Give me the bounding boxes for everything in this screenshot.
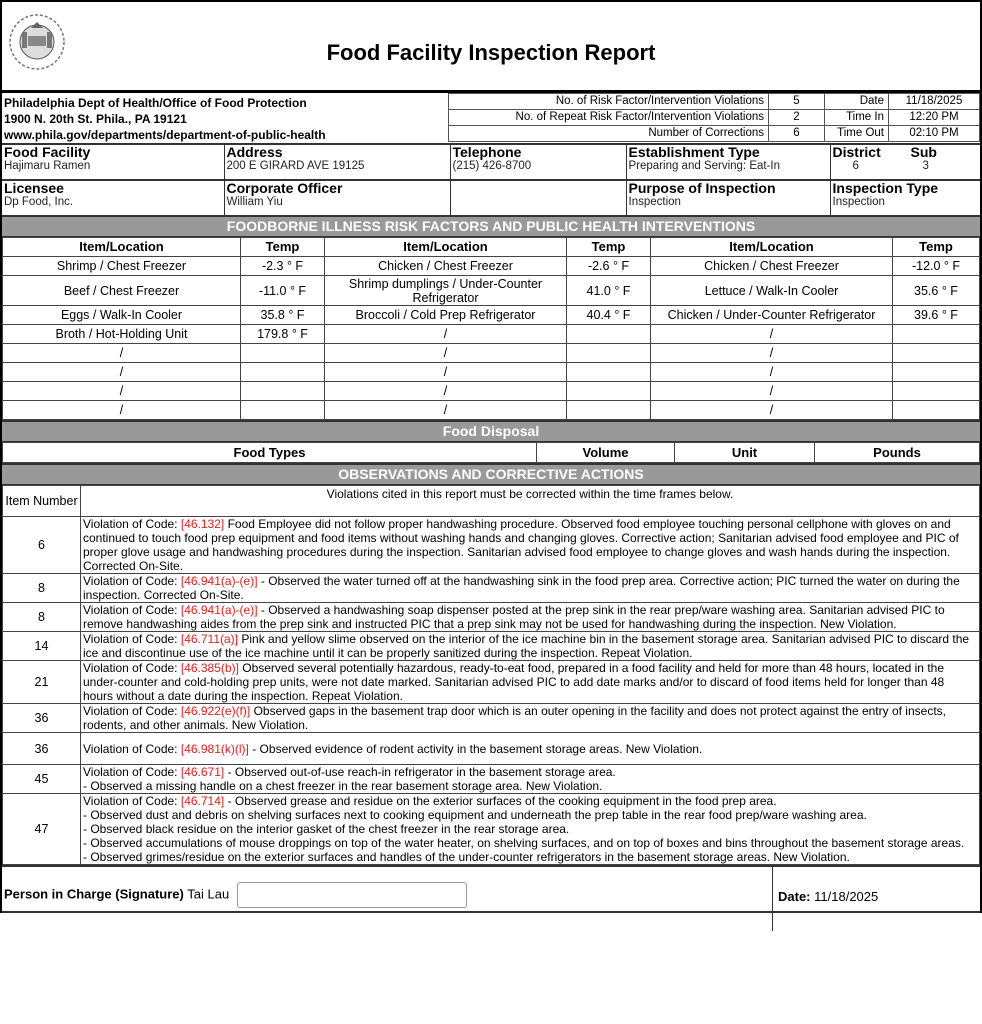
col-food-types: Food Types [3, 443, 537, 463]
department-info [2, 93, 448, 144]
food-disposal-header-row [3, 443, 980, 463]
item-number: 21 [3, 661, 81, 704]
temp-cell: -11.0 ° F [241, 276, 325, 306]
temp-cell: 35.8 ° F [241, 306, 325, 325]
item-location-cell: / [3, 344, 241, 363]
violation-prefix: Violation of Code: [83, 794, 181, 808]
col-temp: Temp [567, 238, 651, 257]
signature-input[interactable] [237, 882, 467, 908]
temperature-header-row [3, 238, 980, 257]
corporate-officer-value: William Yiu [226, 196, 283, 208]
violation-description: - Observed out-of-use reach-in refrigerator in the basement storage area. - Observed a missing handle on a chest freezer in the rear basement storage area. New Violation. [83, 765, 616, 793]
violation-prefix: Violation of Code: [83, 765, 181, 779]
summary-label: Date [825, 94, 889, 110]
temp-cell [893, 325, 980, 344]
signature-section [2, 865, 980, 913]
violation-code: [46.714] [180, 794, 225, 808]
temperature-row [3, 306, 980, 325]
temp-cell: -12.0 ° F [893, 257, 980, 276]
establishment-type-label: Establishment Type [628, 144, 760, 160]
food-disposal-heading: Food Disposal [2, 420, 980, 442]
violation-prefix: Violation of Code: [83, 661, 181, 675]
temp-cell [893, 382, 980, 401]
violation-description: Observed gaps in the basement trap door which is an outer opening in the facility and does not protect against the entry of insects, rodents, and other animals. New Violation. [83, 704, 946, 732]
summary-value: 5 [769, 94, 825, 110]
report-header [2, 0, 980, 93]
department-name: Philadelphia Dept of Health/Office of Food Protection [4, 96, 307, 110]
item-location-cell: Lettuce / Walk-In Cooler [651, 276, 893, 306]
licensee-label: Licensee [4, 180, 64, 196]
observation-row [3, 574, 980, 603]
temperature-row [3, 401, 980, 420]
violation-code: [46.132] [180, 517, 225, 531]
department-address: 1900 N. 20th St. Phila., PA 19121 [4, 112, 187, 126]
summary-value: 6 [769, 126, 825, 142]
item-location-cell: / [651, 401, 893, 420]
violation-prefix: Violation of Code: [83, 517, 181, 531]
temperature-row [3, 325, 980, 344]
temp-cell [567, 401, 651, 420]
temperature-row [3, 363, 980, 382]
licensee-value: Dp Food, Inc. [4, 196, 74, 208]
observation-row [3, 733, 980, 765]
item-number: 8 [3, 603, 81, 632]
observation-text [81, 765, 980, 794]
item-location-cell: Broth / Hot-Holding Unit [3, 325, 241, 344]
person-in-charge-name: Tai Lau [187, 886, 230, 902]
purpose-label: Purpose of Inspection [628, 180, 776, 196]
item-location-cell: / [325, 325, 567, 344]
item-location-cell: / [651, 382, 893, 401]
temperature-row [3, 276, 980, 306]
observation-row [3, 704, 980, 733]
summary-table [448, 93, 980, 142]
department-summary [2, 93, 980, 145]
violation-description: Food Employee did not follow proper handwashing procedure. Observed food employee touching personal cellphone with gloves on and continued to touch food prep equipment and food items without washing hands and changing gloves. Corrective action; Sanitarian advised food employee and PIC of proper glove usage and handwashing procedures during the inspection. Sanitarian advised food employee to change gloves and wash hands during the inspection. Corrected On-Site. [83, 517, 959, 573]
item-location-cell: / [325, 401, 567, 420]
violation-prefix: Violation of Code: [83, 574, 181, 588]
facility-info [2, 145, 980, 215]
temp-cell [241, 344, 325, 363]
summary-label: Number of Corrections [449, 126, 769, 142]
item-location-cell: / [651, 344, 893, 363]
item-location-cell: / [651, 325, 893, 344]
item-number: 36 [3, 733, 81, 765]
item-number: 47 [3, 794, 81, 865]
summary-row [449, 110, 980, 126]
summary-label: No. of Repeat Risk Factor/Intervention Violations [449, 110, 769, 126]
temp-cell: 35.6 ° F [893, 276, 980, 306]
temp-cell [893, 401, 980, 420]
purpose-value: Inspection [628, 196, 681, 208]
item-location-cell: / [3, 401, 241, 420]
inspection-type-value: Inspection [832, 196, 885, 208]
temp-cell [893, 344, 980, 363]
item-number: 14 [3, 632, 81, 661]
temp-cell: -2.6 ° F [567, 257, 651, 276]
violation-prefix: Violation of Code: [83, 632, 181, 646]
item-number: 6 [3, 517, 81, 574]
temp-cell [893, 363, 980, 382]
department-website: www.phila.gov/departments/department-of-public-health [4, 128, 326, 142]
observation-text [81, 733, 980, 765]
observation-text [81, 574, 980, 603]
item-location-cell: Shrimp dumplings / Under-Counter Refrigerator [325, 276, 567, 306]
item-location-cell: / [325, 344, 567, 363]
temp-cell [241, 382, 325, 401]
telephone-label: Telephone [452, 144, 522, 160]
page-title: Food Facility Inspection Report [326, 40, 656, 65]
summary-label: Time In [825, 110, 889, 126]
item-location-cell: Chicken / Chest Freezer [325, 257, 567, 276]
food-facility-label: Food Facility [4, 144, 91, 160]
violation-description: Observed several potentially hazardous, ready-to-eat food, prepared in a food facility and held for more than 48 hours, located in the under-counter and cold-holding prep units, were not date marked. Sanitarian advised PIC to add date marks and/or to discard of food items held for longer than 48 hours without a date during the inspection. Repeat Violation. [83, 661, 945, 703]
violation-code: [46.711(a)] [180, 632, 239, 646]
observation-text [81, 704, 980, 733]
violation-description: Pink and yellow slime observed on the interior of the ice machine bin in the basement storage area. Sanitarian advised PIC to discard the ice and discontinue use of the ice machine until it can be properly sanitized during the inspection. Repeat Violation. [83, 632, 970, 660]
item-location-cell: / [651, 363, 893, 382]
temp-cell [241, 401, 325, 420]
district-value: 6 [852, 160, 859, 172]
violation-prefix: Violation of Code: [83, 603, 181, 617]
violation-code: [46.922(e)(f)] [180, 704, 251, 718]
signature-divider [772, 867, 773, 931]
item-location-cell: Beef / Chest Freezer [3, 276, 241, 306]
violation-description: - Observed a handwashing soap dispenser posted at the prep sink in the rear prep/ware washing area. Sanitarian advised PIC to remove handwashing aides from the prep sink and instructed PIC that a prep sink may not be used for handwashing during the inspection. New Violation. [83, 603, 945, 631]
temp-cell: 41.0 ° F [567, 276, 651, 306]
observation-row [3, 632, 980, 661]
violation-code: [46.671] [180, 765, 225, 779]
inspection-type-label: Inspection Type [832, 180, 939, 196]
col-volume: Volume [537, 443, 675, 463]
summary-value: 11/18/2025 [889, 94, 980, 110]
col-pounds: Pounds [815, 443, 980, 463]
corporate-officer-label: Corporate Officer [226, 180, 343, 196]
observation-text [81, 603, 980, 632]
observations-header-row [3, 486, 980, 517]
violation-description: - Observed the water turned off at the handwashing sink in the food prep area. Corrective action; PIC turned the water on during the inspection. Corrected On-Site. [83, 574, 960, 602]
temp-cell: 179.8 ° F [241, 325, 325, 344]
telephone-value: (215) 426-8700 [452, 160, 532, 172]
temp-cell: -2.3 ° F [241, 257, 325, 276]
summary-value: 2 [769, 110, 825, 126]
observation-row [3, 603, 980, 632]
col-unit: Unit [675, 443, 815, 463]
observation-row [3, 517, 980, 574]
temp-cell [567, 363, 651, 382]
person-in-charge-label: Person in Charge (Signature) [4, 886, 184, 902]
temperature-table [2, 237, 980, 420]
signature-date-label: Date: [778, 889, 811, 904]
observation-text [81, 517, 980, 574]
item-location-cell: / [3, 382, 241, 401]
food-disposal-table [2, 442, 980, 463]
summary-row [449, 94, 980, 110]
col-item-location: Item/Location [3, 238, 241, 257]
temp-cell [567, 382, 651, 401]
item-location-cell: Shrimp / Chest Freezer [3, 257, 241, 276]
observation-text [81, 661, 980, 704]
temp-cell [567, 325, 651, 344]
violation-code: [46.981(k)(l)] [180, 741, 249, 756]
violation-prefix: Violation of Code: [83, 741, 181, 756]
temperature-row [3, 382, 980, 401]
observation-text [81, 632, 980, 661]
summary-label: Time Out [825, 126, 889, 142]
risk-factors-heading: FOODBORNE ILLNESS RISK FACTORS AND PUBLIC HEALTH INTERVENTIONS [2, 215, 980, 237]
summary-value: 12:20 PM [889, 110, 980, 126]
summary-label: No. of Risk Factor/Intervention Violations [449, 94, 769, 110]
col-item-location: Item/Location [651, 238, 893, 257]
violation-code: [46.941(a)-(e)] [180, 603, 258, 617]
sub-label: Sub [910, 144, 937, 160]
sub-value: 3 [922, 160, 929, 172]
violation-description: - Observed evidence of rodent activity in the basement storage areas. New Violation. [248, 741, 703, 756]
col-temp: Temp [241, 238, 325, 257]
col-temp: Temp [893, 238, 980, 257]
col-item-location: Item/Location [325, 238, 567, 257]
temp-cell: 40.4 ° F [567, 306, 651, 325]
summary-value: 02:10 PM [889, 126, 980, 142]
address-value: 200 E GIRARD AVE 19125 [226, 160, 365, 172]
violation-prefix: Violation of Code: [83, 704, 181, 718]
item-location-cell: Chicken / Chest Freezer [651, 257, 893, 276]
item-location-cell: Eggs / Walk-In Cooler [3, 306, 241, 325]
violation-code: [46.385(b)] [180, 661, 239, 675]
temperature-row [3, 344, 980, 363]
correction-notice: Violations cited in this report must be corrected within the time frames below. [81, 486, 980, 517]
item-location-cell: / [325, 363, 567, 382]
item-number: 45 [3, 765, 81, 794]
item-location-cell: / [325, 382, 567, 401]
item-location-cell: Chicken / Under-Counter Refrigerator [651, 306, 893, 325]
temp-cell [241, 363, 325, 382]
item-location-cell: / [3, 363, 241, 382]
summary-row [449, 126, 980, 142]
temp-cell: 39.6 ° F [893, 306, 980, 325]
col-item-number: Item Number [3, 486, 81, 517]
item-location-cell: Broccoli / Cold Prep Refrigerator [325, 306, 567, 325]
item-number: 36 [3, 704, 81, 733]
temp-cell [567, 344, 651, 363]
observations-table [2, 485, 980, 865]
address-label: Address [226, 144, 283, 160]
observation-text [81, 794, 980, 865]
violation-description: - Observed grease and residue on the exterior surfaces of the cooking equipment in the food prep area. - Observed dust and debris on shelving surfaces next to cooking equipment and underneath the prep table in the rear food prep/ware washing area. - Observed black residue on the interior gasket of the chest freezer in the rear storage area. - Observed accumulations of mouse droppings on top of the water heater, on shelving surfaces, and on top of boxes and bins throughout the basement storage areas. - Observed grimes/residue on the exterior surfaces and handles of the under-counter refrigerators in the basement storage areas. New Violation. [83, 794, 965, 864]
observation-row [3, 765, 980, 794]
temperature-row [3, 257, 980, 276]
signature-date-value: 11/18/2025 [814, 889, 879, 904]
item-number: 8 [3, 574, 81, 603]
violation-code: [46.941(a)-(e)] [180, 574, 258, 588]
observations-heading: OBSERVATIONS AND CORRECTIVE ACTIONS [2, 463, 980, 485]
food-facility-value: Hajimaru Ramen [4, 160, 91, 172]
observation-row [3, 661, 980, 704]
district-label: District [832, 144, 881, 160]
establishment-type-value: Preparing and Serving: Eat-In [628, 160, 781, 172]
observation-row [3, 794, 980, 865]
